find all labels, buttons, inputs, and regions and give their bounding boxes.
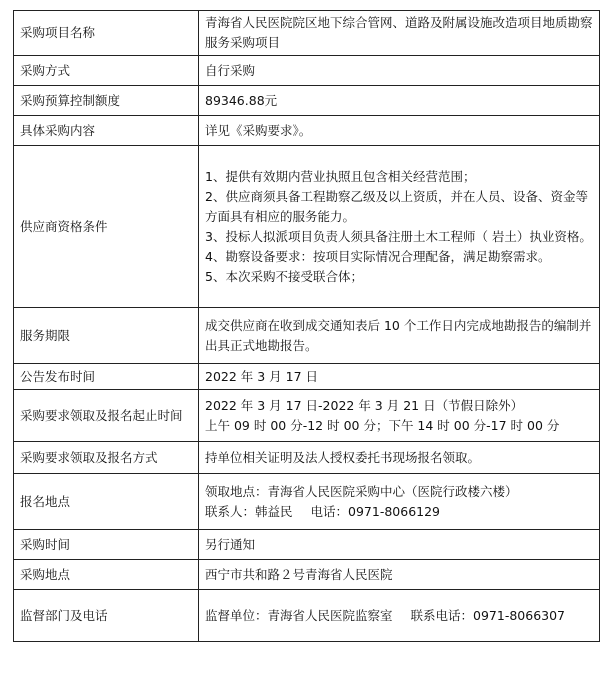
row-project-name xyxy=(14,11,600,56)
label-qualifications: 供应商资格条件 xyxy=(14,146,199,308)
label-service-period: 服务期限 xyxy=(14,308,199,364)
value-qualifications xyxy=(199,146,600,308)
value-procurement-time: 另行通知 xyxy=(199,530,600,560)
value-budget: 89346.88元 xyxy=(199,86,600,116)
service-period-text: 成交供应商在收到成交通知表后 10 个工作日内完成地勘报告的编制并出具正式地勘报告。 xyxy=(205,317,592,353)
value-registration-period xyxy=(199,390,600,442)
value-content: 详见《采购要求》。 xyxy=(199,116,600,146)
value-registration-method: 持单位相关证明及法人授权委托书现场报名领取。 xyxy=(199,442,600,474)
label-budget: 采购预算控制额度 xyxy=(14,86,199,116)
label-procurement-time: 采购时间 xyxy=(14,530,199,560)
row-supervision xyxy=(14,590,600,642)
row-registration-period xyxy=(14,390,600,442)
row-registration-method xyxy=(14,442,600,474)
qualification-item-3: 3、投标人拟派项目负责人须具备注册土木工程师（ 岩土）执业资格。 xyxy=(205,228,592,244)
qualification-item-4: 4、勘察设备要求：按项目实际情况合理配备，满足勘察需求。 xyxy=(205,248,551,264)
value-publish-time: 2022 年 3 月 17 日 xyxy=(199,364,600,390)
qualification-item-2: 2、供应商须具备工程勘察乙级及以上资质，并在人员、设备、资金等方面具有相应的服务能力。 xyxy=(205,188,588,224)
value-procurement-location: 西宁市共和路２号青海省人民医院 xyxy=(199,560,600,590)
qualification-item-1: 1、提供有效期内营业执照且包含相关经营范围； xyxy=(205,168,476,184)
label-publish-time: 公告发布时间 xyxy=(14,364,199,390)
value-supervision xyxy=(199,590,600,642)
row-procurement-method xyxy=(14,56,600,86)
label-project-name: 采购项目名称 xyxy=(14,11,199,56)
contact-phone: 电话：0971-8066129 xyxy=(310,503,441,519)
value-project-name xyxy=(199,11,600,56)
row-registration-location xyxy=(14,474,600,530)
label-registration-method: 采购要求领取及报名方式 xyxy=(14,442,199,474)
row-procurement-location xyxy=(14,560,600,590)
label-procurement-location: 采购地点 xyxy=(14,560,199,590)
qualification-item-5: 5、本次采购不接受联合体； xyxy=(205,268,363,284)
label-content: 具体采购内容 xyxy=(14,116,199,146)
value-registration-location xyxy=(199,474,600,530)
project-name-text: 青海省人民医院院区地下综合管网、道路及附属设施改造项目地质勘察服务采购项目 xyxy=(205,15,593,50)
registration-contact xyxy=(205,502,593,522)
row-qualifications xyxy=(14,146,600,308)
label-registration-period: 采购要求领取及报名起止时间 xyxy=(14,390,199,442)
pickup-location: 领取地点：青海省人民医院采购中心（医院行政楼六楼） xyxy=(205,483,518,499)
contact-person: 联系人：韩益民 xyxy=(205,503,293,519)
row-budget xyxy=(14,86,600,116)
row-procurement-time xyxy=(14,530,600,560)
label-procurement-method: 采购方式 xyxy=(14,56,199,86)
row-content xyxy=(14,116,600,146)
registration-hours: 上午 09 时 00 分-12 时 00 分；下午 14 时 00 分-17 时 00 分 xyxy=(205,417,560,433)
label-supervision: 监督部门及电话 xyxy=(14,590,199,642)
row-service-period xyxy=(14,308,600,364)
label-registration-location: 报名地点 xyxy=(14,474,199,530)
row-publish-time xyxy=(14,364,600,390)
supervision-phone: 联系电话：0971-8066307 xyxy=(410,607,566,623)
value-service-period xyxy=(199,308,600,364)
value-procurement-method: 自行采购 xyxy=(199,56,600,86)
procurement-info-table xyxy=(13,10,600,642)
supervision-unit: 监督单位：青海省人民医院监察室 xyxy=(205,607,393,623)
registration-dates: 2022 年 3 月 17 日-2022 年 3 月 21 日（节假日除外） xyxy=(205,397,524,413)
supervision-contact xyxy=(205,606,593,626)
